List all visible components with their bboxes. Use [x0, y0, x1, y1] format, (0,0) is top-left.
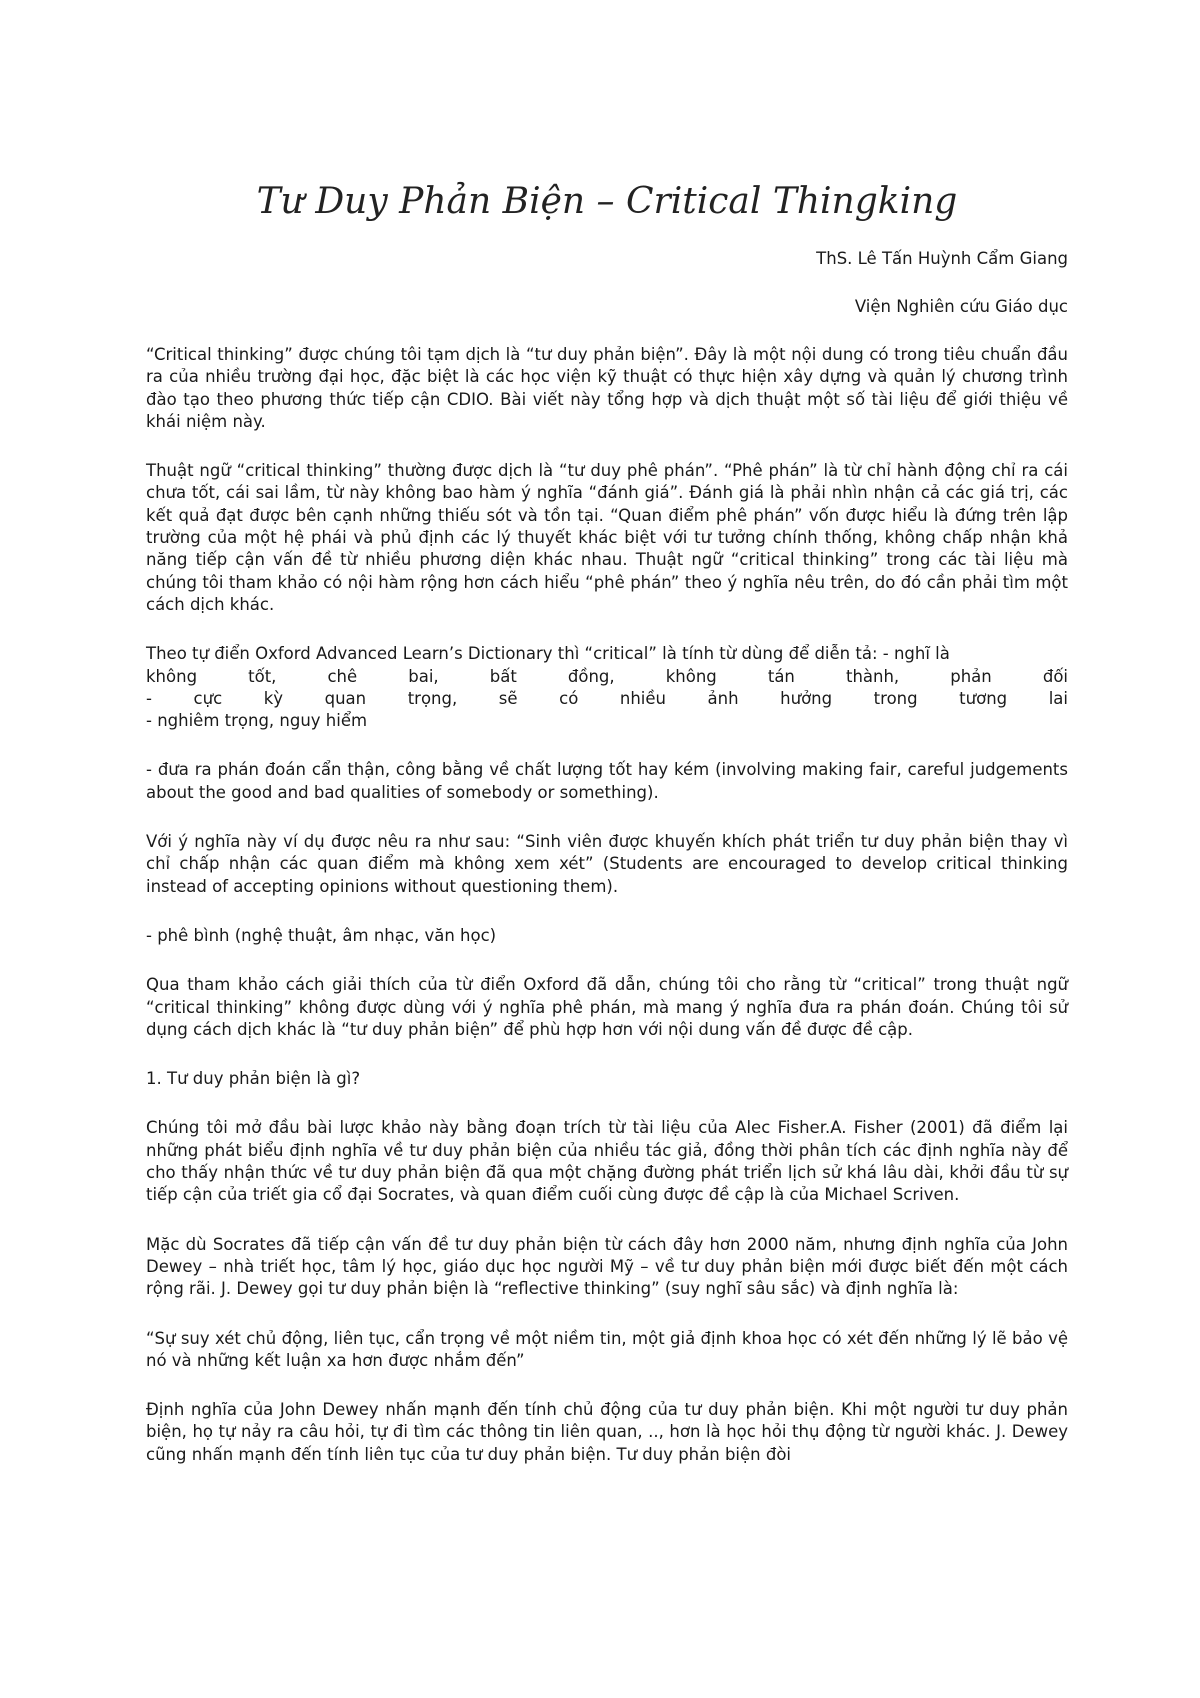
oxford-line-4: - nghiêm trọng, nguy hiểm: [146, 711, 368, 731]
paragraph-criticism: - phê bình (nghệ thuật, âm nhạc, văn học): [146, 925, 497, 945]
oxford-line-3: - cực kỳ quan trọng, sẽ có nhiều ảnh hưởng trong tương lai: [146, 688, 1068, 708]
paragraph-fisher: Chúng tôi mở đầu bài lược khảo này bằng đoạn trích từ tài liệu của Alec Fisher.A. Fisher (2001) đã điểm lại những phát biểu định nghĩa về tư duy phản biện của nhiều tác giả, đồng thời phân tích các định nghĩa này để cho thấy nhận thức về tư duy phản biện đã qua một chặng đường phát triển lịch sử khá lâu dài, khởi đầu từ sự tiếp cận của triết gia cổ đại Socrates, và quan điểm cuối cùng được đề cập là của Michael Scriven.: [146, 1118, 1068, 1205]
paragraph-dewey-quote: “Sự suy xét chủ động, liên tục, cẩn trọng về một niềm tin, một giả định khoa học có xét đến những lý lẽ bảo vệ nó và những kết luận xa hơn được nhắm đến”: [146, 1328, 1068, 1370]
author-line: ThS. Lê Tấn Huỳnh Cẩm Giang: [816, 249, 1068, 268]
oxford-line-1: Theo tự điển Oxford Advanced Learn’s Dictionary thì “critical” là tính từ dùng để diễn tả: - nghĩ là: [146, 644, 950, 664]
paragraph-intro: “Critical thinking” được chúng tôi tạm dịch là “tư duy phản biện”. Đây là một nội dung có trong tiêu chuẩn đầu ra của nhiều trường đại học, đặc biệt là các học viện kỹ thuật có thực hiện xây dựng và quản lý chương trình đào tạo theo phương thức tiếp cận CDIO. Bài viết này tổng hợp và dịch thuật một số tài liệu để giới thiệu về khái niệm này.: [146, 345, 1068, 431]
oxford-line-2: không tốt, chê bai, bất đồng, không tán thành, phản đối: [146, 666, 1068, 686]
paragraph-oxford-definition: [146, 643, 1068, 732]
paragraph-terminology: Thuật ngữ “critical thinking” thường được dịch là “tư duy phê phán”. “Phê phán” là từ chỉ hành động chỉ ra cái chưa tốt, cái sai lầm, từ này không bao hàm ý nghĩa “đánh giá”. Đánh giá là phải nhìn nhận cả các giá trị, các kết quả đạt được bên cạnh những thiếu sót và tồn tại. “Quan điểm phê phán” vốn được hiểu là đứng trên lập trường của một hệ phái và phủ định các lý thuyết khác biệt với tư tưởng chính thống, không chấp nhận khả năng tiếp cận vấn đề từ nhiều phương diện khác nhau. Thuật ngữ “critical thinking” trong các tài liệu mà chúng tôi tham khảo có nội hàm rộng hơn cách hiểu “phê phán” theo ý nghĩa nêu trên, do đó cần phải tìm một cách dịch khác.: [146, 461, 1068, 614]
institute-line: Viện Nghiên cứu Giáo dục: [854, 297, 1068, 316]
paragraph-translation-choice: Qua tham khảo cách giải thích của từ điển Oxford đã dẫn, chúng tôi cho rằng từ “critical” trong thuật ngữ “critical thinking” không được dùng với ý nghĩa phê phán, mà mang ý nghĩa đưa ra phán đoán. Chúng tôi sử dụng cách dịch khác là “tư duy phản biện” để phù hợp hơn với nội dung vấn đề được đề cập.: [146, 975, 1068, 1039]
document-body: [146, 344, 1068, 1466]
paragraph-fair-judgement: - đưa ra phán đoán cẩn thận, công bằng về chất lượng tốt hay kém (involving making fair, careful judgements about the good and bad qualities of somebody or something).: [146, 760, 1068, 802]
section-heading-1: 1. Tư duy phản biện là gì?: [146, 1069, 361, 1089]
paragraph-example: Với ý nghĩa này ví dụ được nêu ra như sau: “Sinh viên được khuyến khích phát triển tư duy phản biện thay vì chỉ chấp nhận các quan điểm mà không xem xét” (Students are encouraged to develop critical thinking instead of accepting opinions without questioning them).: [146, 832, 1068, 896]
document-title: Tư Duy Phản Biện – Critical Thingking: [256, 181, 958, 222]
paragraph-dewey: Mặc dù Socrates đã tiếp cận vấn đề tư duy phản biện từ cách đây hơn 2000 năm, nhưng định nghĩa của John Dewey – nhà triết học, tâm lý học, giáo dục học người Mỹ – về tư duy phản biện mới được biết đến một cách rộng rãi. J. Dewey gọi tư duy phản biện là “reflective thinking” (suy nghĩ sâu sắc) và định nghĩa là:: [146, 1234, 1068, 1299]
paragraph-dewey-emphasis: Định nghĩa của John Dewey nhấn mạnh đến tính chủ động của tư duy phản biện. Khi một người tư duy phản biện, họ tự nảy ra câu hỏi, tự đi tìm các thông tin liên quan, .., hơn là học hỏi thụ động từ người khác. J. Dewey cũng nhấn mạnh đến tính liên tục của tư duy phản biện. Tư duy phản biện đòi: [146, 1400, 1068, 1464]
